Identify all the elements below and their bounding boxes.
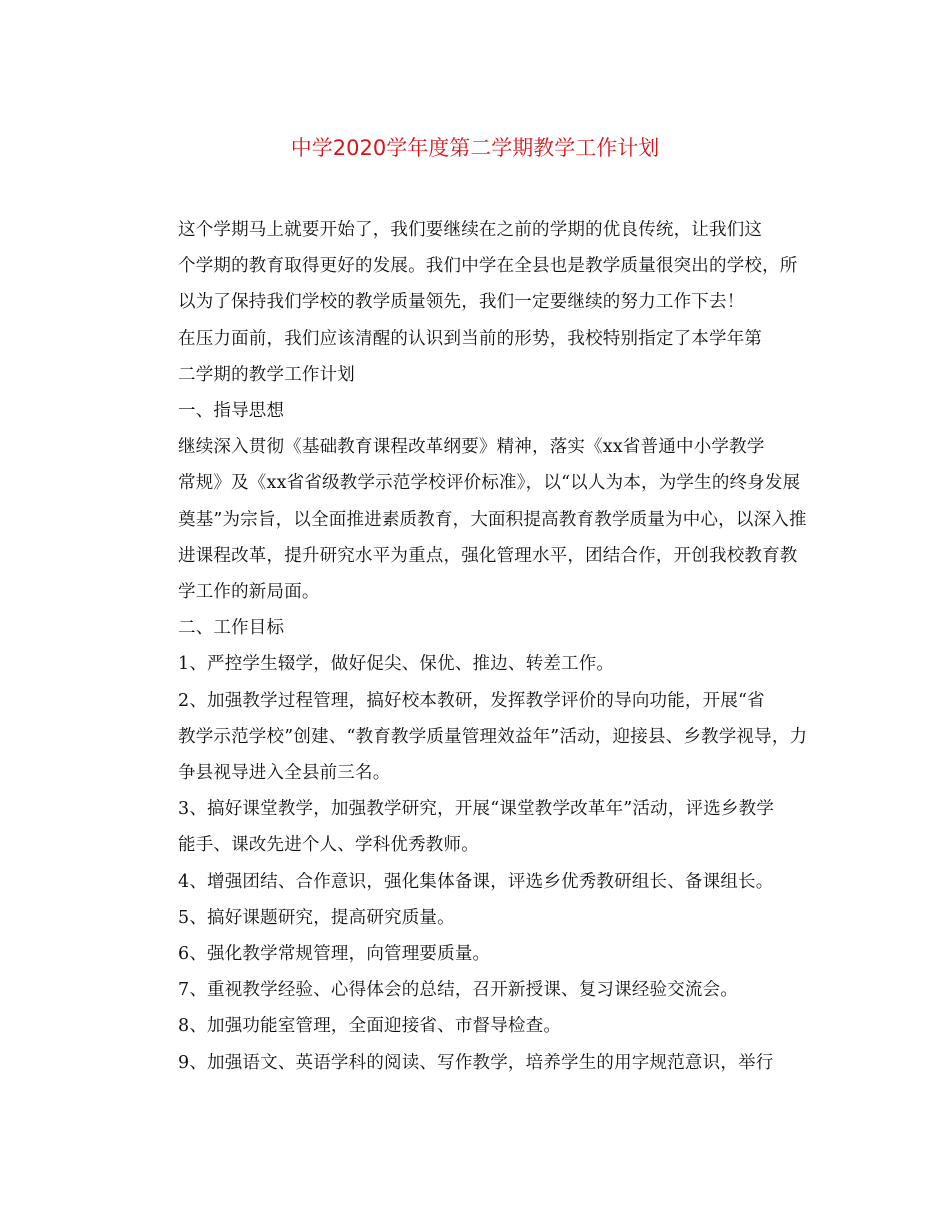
text-line: 二学期的教学工作计划 xyxy=(178,364,355,385)
text-line: 8、加强功能室管理，全面迎接省、市督导检查。 xyxy=(178,1016,562,1037)
paragraph-intro xyxy=(142,212,812,321)
text-line: 2、加强教学过程管理，搞好校本教研，发挥教学评价的导向功能，开展“省 xyxy=(178,690,765,711)
text-line: 继续深入贯彻《基础教育课程改革纲要》精神，落实《xx省普通中小学教学 xyxy=(178,437,765,458)
text-line: 个学期的教育取得更好的发展。我们中学在全县也是教学质量很突出的学校，所 xyxy=(178,256,798,277)
section-heading-guiding-ideology xyxy=(142,393,812,429)
document-body xyxy=(142,212,812,1081)
list-item-goal-4 xyxy=(142,864,812,900)
text-line: 3、搞好课堂教学，加强教学研究，开展“课堂教学改革年”活动，评选乡教学 xyxy=(178,799,775,820)
text-line: 进课程改革，提升研究水平为重点，强化管理水平，团结合作，开创我校教育教 xyxy=(178,545,798,566)
text-line: 常规》及《xx省省级教学示范学校评价标准》，以“以人为本，为学生的终身发展 xyxy=(178,473,801,494)
section-heading-work-goals xyxy=(142,610,812,646)
list-item-goal-7 xyxy=(142,972,812,1008)
paragraph-guiding-ideology xyxy=(142,429,812,610)
text-line: 这个学期马上就要开始了，我们要继续在之前的学期的优良传统，让我们这 xyxy=(178,220,763,240)
text-line: 以为了保持我们学校的教学质量领先，我们一定要继续的努力工作下去！ xyxy=(178,292,745,313)
document-title: 中学2020学年度第二学期教学工作计划 xyxy=(290,136,660,160)
text-line: 4、增强团结、合作意识，强化集体备课，评选乡优秀教研组长、备课组长。 xyxy=(178,871,774,892)
text-line: 在压力面前，我们应该清醒的认识到当前的形势，我校特别指定了本学年第 xyxy=(178,328,763,349)
text-line: 6、强化教学常规管理，向管理要质量。 xyxy=(178,944,491,965)
text-line: 9、加强语文、英语学科的阅读、写作教学，培养学生的用字规范意识，举行 xyxy=(178,1052,774,1073)
text-line: 5、搞好课题研究，提高研究质量。 xyxy=(178,907,455,928)
list-item-goal-5 xyxy=(142,900,812,936)
list-item-goal-6 xyxy=(142,936,812,972)
list-item-goal-3 xyxy=(142,791,812,863)
text-line: 奠基”为宗旨，以全面推进素质教育，大面积提高教育教学质量为中心，以深入推 xyxy=(178,509,807,530)
text-line: 1、严控学生辍学，做好促尖、保优、推边、转差工作。 xyxy=(178,654,615,675)
text-line: 教学示范学校”创建、“教育教学质量管理效益年”活动，迎接县、乡教学视导，力 xyxy=(178,726,808,747)
text-line: 二、工作目标 xyxy=(178,618,285,639)
text-line: 争县视导进入全县前三名。 xyxy=(178,763,391,784)
text-line: 7、重视教学经验、心得体会的总结，召开新授课、复习课经验交流会。 xyxy=(178,980,739,1001)
list-item-goal-2 xyxy=(142,683,812,792)
text-line: 学工作的新局面。 xyxy=(178,582,320,603)
paragraph-context xyxy=(142,321,812,393)
text-line: 一、指导思想 xyxy=(178,401,285,422)
list-item-goal-8 xyxy=(142,1008,812,1044)
text-line: 能手、课改先进个人、学科优秀教师。 xyxy=(178,835,479,856)
list-item-goal-1 xyxy=(142,646,812,682)
list-item-goal-9 xyxy=(142,1045,812,1081)
